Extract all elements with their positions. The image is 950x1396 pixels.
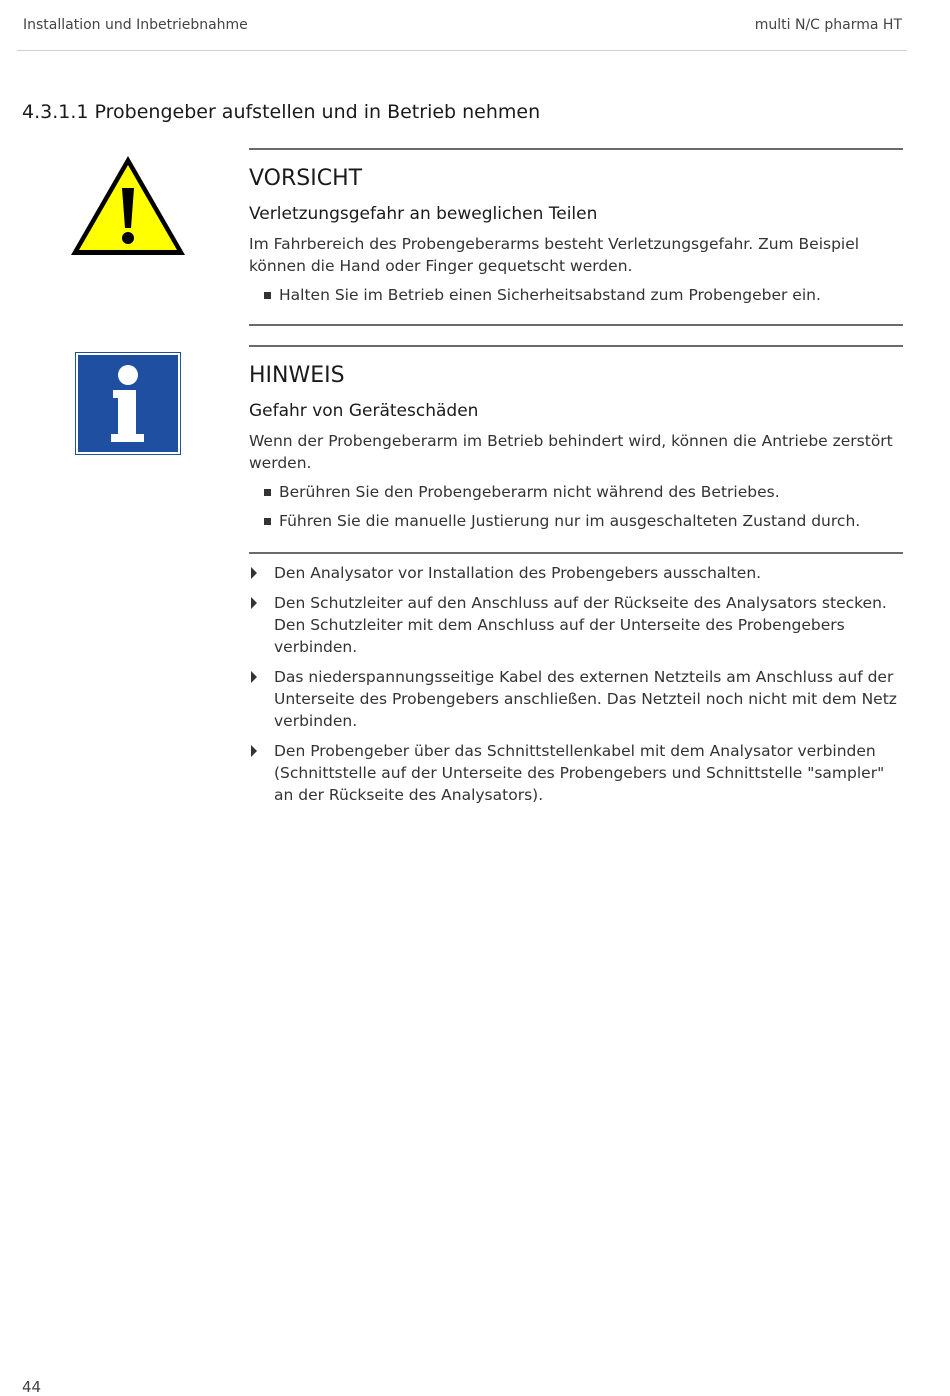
arrow-bullet-icon bbox=[251, 671, 257, 683]
instruction-step bbox=[249, 592, 903, 658]
note-bullet bbox=[249, 510, 903, 532]
note-bullet bbox=[249, 481, 903, 503]
step-text: Das niederspannungsseitige Kabel des externen Netzteils am Anschluss auf der Unterseite des Probengebers anschließen. Das Netzteil noch nicht mit dem Netz verbinden. bbox=[274, 668, 897, 730]
page-header bbox=[17, 0, 907, 51]
section-title: 4.3.1.1 Probengeber aufstellen und in Betrieb nehmen bbox=[22, 101, 541, 123]
arrow-bullet-icon bbox=[251, 597, 257, 609]
caution-bullet bbox=[249, 284, 903, 306]
note-text: Wenn der Probengeberarm im Betrieb behindert wird, können die Antriebe zerstört werden. bbox=[249, 432, 893, 472]
step-text: Den Schutzleiter auf den Anschluss auf der Rückseite des Analysators stecken. Den Schutzleiter mit dem Anschluss auf der Unterseite des Probengebers verbinden. bbox=[274, 594, 887, 656]
step-text: Den Analysator vor Installation des Probengebers ausschalten. bbox=[274, 564, 762, 582]
instruction-step bbox=[249, 740, 903, 806]
header-product: multi N/C pharma HT bbox=[754, 17, 902, 33]
instruction-step bbox=[249, 562, 903, 584]
square-bullet-icon bbox=[264, 292, 271, 299]
square-bullet-icon bbox=[264, 518, 271, 525]
header-chapter: Installation und Inbetriebnahme bbox=[23, 17, 248, 33]
info-icon bbox=[75, 352, 181, 455]
caution-subheading: Verletzungsgefahr an beweglichen Teilen bbox=[249, 204, 598, 224]
arrow-bullet-icon bbox=[251, 745, 257, 757]
caution-bullet-text: Halten Sie im Betrieb einen Sicherheitsabstand zum Probengeber ein. bbox=[279, 286, 821, 304]
note-subheading: Gefahr von Geräteschäden bbox=[249, 401, 479, 421]
instruction-steps bbox=[249, 562, 903, 814]
note-bullet-text: Berühren Sie den Probengeberarm nicht während des Betriebes. bbox=[279, 483, 780, 501]
warning-triangle-icon bbox=[69, 154, 187, 258]
square-bullet-icon bbox=[264, 489, 271, 496]
page-number: 44 bbox=[22, 1378, 42, 1396]
caution-text: Im Fahrbereich des Probengeberarms besteht Verletzungsgefahr. Zum Beispiel können die Hand oder Finger gequetscht werden. bbox=[249, 235, 860, 275]
step-text: Den Probengeber über das Schnittstellenkabel mit dem Analysator verbinden (Schnittstelle auf der Unterseite des Probengebers und Schnittstelle "sampler" an der Rückseite des Analysators). bbox=[274, 742, 885, 804]
caution-box bbox=[249, 148, 903, 326]
note-bullet-text: Führen Sie die manuelle Justierung nur im ausgeschalteten Zustand durch. bbox=[279, 512, 861, 530]
caution-heading: VORSICHT bbox=[249, 166, 363, 191]
note-box bbox=[249, 345, 903, 554]
note-heading: HINWEIS bbox=[249, 363, 345, 388]
arrow-bullet-icon bbox=[251, 567, 257, 579]
instruction-step bbox=[249, 666, 903, 732]
